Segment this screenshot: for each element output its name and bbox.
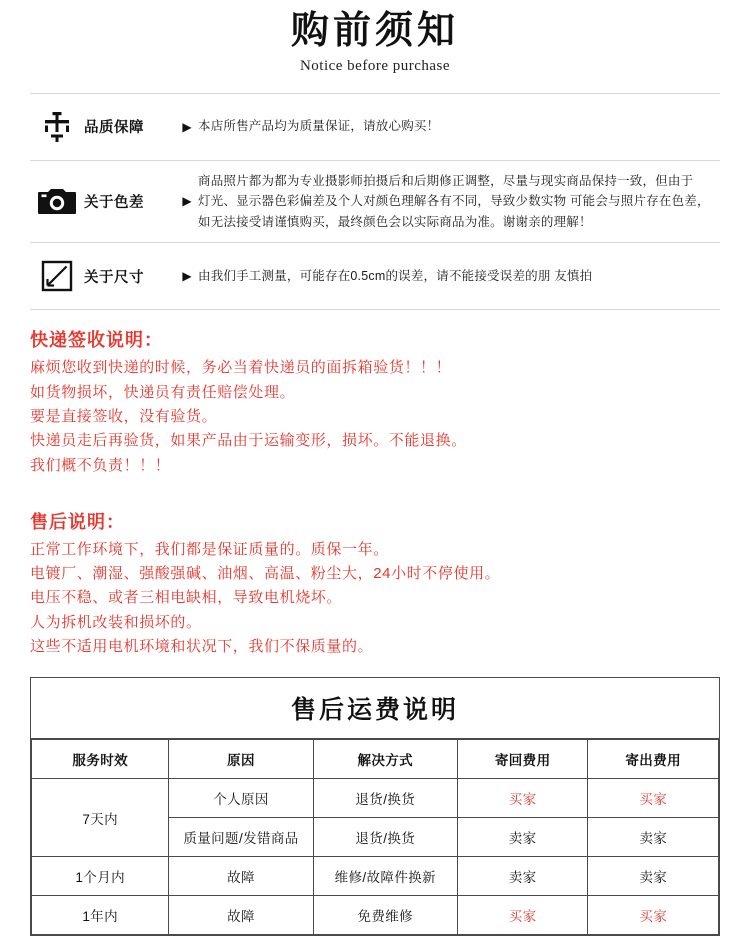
notice-row: [30, 161, 720, 244]
aftersale-line: 电压不稳、或者三相电缺相，导致电机烧坏。: [30, 589, 343, 607]
cell-solution: 退货/换货: [313, 779, 457, 818]
aftersale-line: 电镀厂、潮湿、强酸强碱、油烟、高温、粉尘大，24小时不停使用。: [30, 565, 501, 583]
arrow-icon: ▶: [182, 269, 192, 284]
cell-solution: 免费维修: [313, 896, 457, 935]
page-header: [0, 0, 750, 75]
cell-send-fee: 卖家: [588, 818, 719, 857]
notice-line: 如无法接受请谨慎购买，最终颜色会以实际商品为准。谢谢亲的理解！: [198, 214, 592, 229]
cell-send-fee: 买家: [588, 779, 719, 818]
aftersale-heading: 售后说明：: [30, 511, 125, 532]
table-header-row: [32, 740, 719, 779]
cell-period: 1个月内: [32, 857, 169, 896]
notice-line: 本店所售产品均为质量保证，请放心购买！: [198, 119, 440, 134]
notice-line: 灯光、显示器色彩偏差及个人对颜色理解各有不同，导致少数实物 可能会与照片存在色差，: [198, 194, 710, 209]
delivery-line: 快递员走后再验货，如果产品由于运输变形，损坏。不能退换。: [30, 432, 467, 450]
notice-text: [198, 266, 720, 287]
cell-reason: 质量问题/发错商品: [169, 818, 313, 857]
cell-reason: 故障: [169, 857, 313, 896]
notice-list: [30, 93, 720, 311]
page-title: 购前须知: [290, 10, 459, 52]
cell-return-fee: 买家: [457, 779, 588, 818]
cell-send-fee: 卖家: [588, 857, 719, 896]
notice-text: [198, 116, 720, 137]
delivery-heading: 快递签收说明：: [30, 330, 163, 351]
aftersale-section: [30, 508, 720, 659]
cell-return-fee: 买家: [457, 896, 588, 935]
delivery-line: 要是直接签收，没有验货。: [30, 407, 218, 425]
ruler-icon: [30, 259, 84, 293]
delivery-line: 麻烦您收到快递的时候，务必当着快递员的面拆箱验货！！！: [30, 359, 452, 377]
quality-guarantee-icon: [30, 110, 84, 144]
cell-return-fee: 卖家: [457, 857, 588, 896]
cell-send-fee: 买家: [588, 896, 719, 935]
column-header-period: 服务时效: [32, 740, 169, 779]
cell-period: 1年内: [32, 896, 169, 935]
delivery-section: [30, 326, 720, 477]
aftersale-line: 人为拆机改装和损坏的。: [30, 613, 202, 631]
column-header-send-fee: 寄出费用: [588, 740, 719, 779]
notice-line: 由我们手工测量，可能存在0.5cm的误差，请不能接受误差的朋 友慎拍: [198, 269, 593, 284]
notice-text: [198, 171, 720, 233]
cell-solution: 维修/故障件换新: [313, 857, 457, 896]
column-header-return-fee: 寄回费用: [457, 740, 588, 779]
arrow-icon: ▶: [182, 119, 192, 134]
camera-icon: [30, 185, 84, 217]
table-row: [32, 779, 719, 818]
cell-reason: 故障: [169, 896, 313, 935]
table-row: [32, 857, 719, 896]
cell-period: 7天内: [32, 779, 169, 857]
notice-label: 关于色差: [84, 194, 144, 211]
cell-reason: 个人原因: [169, 779, 313, 818]
notice-row: [30, 93, 720, 161]
cell-return-fee: 卖家: [457, 818, 588, 857]
aftersale-line: 这些不适用电机环境和状况下，我们不保质量的。: [30, 638, 374, 656]
arrow-icon: ▶: [182, 194, 192, 209]
table-caption: 售后运费说明: [31, 678, 719, 739]
shipping-fee-table: [31, 678, 719, 935]
delivery-line: 我们概不负责！！！: [30, 456, 171, 474]
notice-line: 商品照片都为都为专业摄影师拍摄后和后期修正调整，尽量与现实商品保持一致，但由于: [198, 173, 694, 188]
notice-row: [30, 243, 720, 310]
column-header-solution: 解决方式: [313, 740, 457, 779]
page-subtitle: Notice before purchase: [299, 57, 451, 74]
shipping-fee-table-wrapper: [30, 677, 720, 936]
table-row: [32, 896, 719, 935]
notice-label: 关于尺寸: [84, 269, 144, 286]
spacer: [0, 478, 750, 492]
aftersale-line: 正常工作环境下，我们都是保证质量的。质保一年。: [30, 540, 389, 558]
delivery-line: 如货物损坏，快递员有责任赔偿处理。: [30, 383, 296, 401]
cell-solution: 退货/换货: [313, 818, 457, 857]
column-header-reason: 原因: [169, 740, 313, 779]
notice-label: 品质保障: [84, 120, 144, 136]
